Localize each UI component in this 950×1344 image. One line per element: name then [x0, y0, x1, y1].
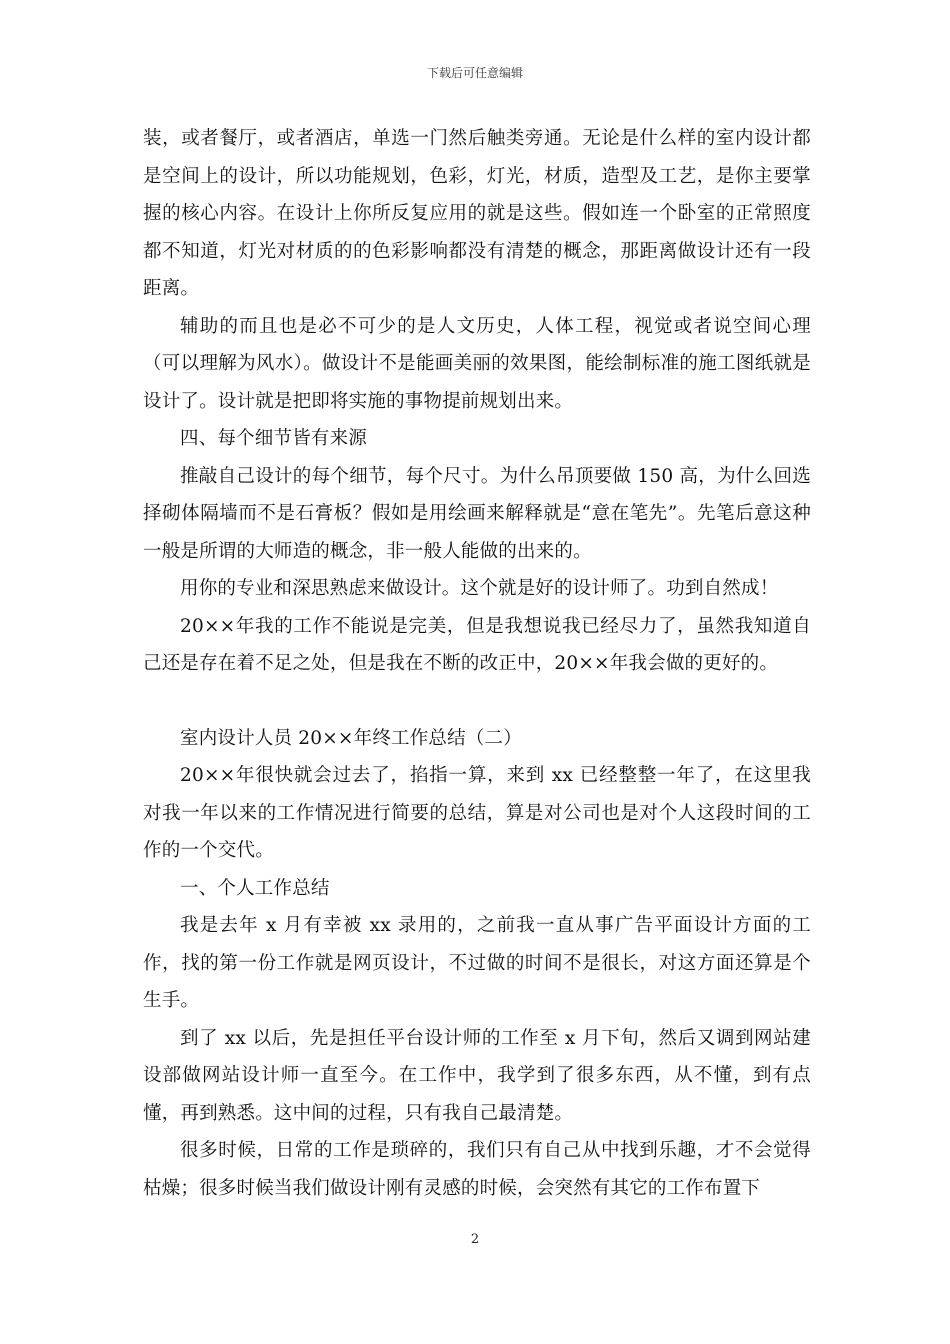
paragraph-details: 推敲自己设计的每个细节，每个尺寸。为什么吊顶要做 150 高，为什么回选择砌体隔墙而不是石膏板？假如是用绘画来解释就是“意在笔先”。先笔后意这种一般是所谓的大师造的概念，非一般人能做的出来的。 — [143, 465, 811, 562]
paragraph-role-history: 到了 xx 以后，先是担任平台设计师的工作至 x 月下旬，然后又调到网站建设部做网站设计师一直至今。在工作中，我学到了很多东西，从不懂，到有点懂，再到熟悉。这中间的过程，只有我自己最清楚。 — [143, 1027, 811, 1124]
section-heading-personal-summary: 一、个人工作总结 — [180, 877, 330, 899]
paragraph-intro: 20××年很快就会过去了，掐指一算，来到 xx 已经整整一年了，在这里我对我一年以来的工作情况进行简要的总结，算是对公司也是对个人这段时间的工作的一个交代。 — [143, 765, 811, 861]
document-body — [143, 120, 811, 1207]
paragraph-background: 我是去年 x 月有幸被 xx 录用的，之前我一直从事广告平面设计方面的工作，找的第一份工作就是网页设计，不过做的时间不是很长，对这方面还算是个生手。 — [143, 915, 811, 1011]
page-number: 2 — [470, 1232, 480, 1247]
paragraph-design-space: 装，或者餐厅，或者酒店，单选一门然后触类旁通。无论是什么样的室内设计都是空间上的设计，所以功能规划，色彩，灯光，材质，造型及工艺，是你主要掌握的核心内容。在设计上你所反复应用的就是这些。假如连一个卧室的正常照度都不知道，灯光对材质的的色彩影响都没有清楚的概念，那距离做设计还有一段距离。 — [143, 128, 811, 299]
header-note: 下载后可任意编辑 — [426, 66, 523, 80]
section-spacer — [143, 683, 811, 720]
document-title-part-two: 室内设计人员 20××年终工作总结（二） — [180, 727, 522, 749]
section-heading-details: 四、每个细节皆有来源 — [180, 428, 368, 449]
paragraph-professionalism: 用你的专业和深思熟虑来做设计。这个就是好的设计师了。功到自然成！ — [180, 578, 779, 599]
paragraph-daily-work: 很多时候，日常的工作是琐碎的，我们只有自己从中找到乐趣，才不会觉得枯燥；很多时候当我们做设计刚有灵感的时候，会突然有其它的工作布置下 — [143, 1140, 811, 1199]
paragraph-auxiliary-knowledge: 辅助的而且也是必不可少的是人文历史，人体工程，视觉或者说空间心理（可以理解为风水）。做设计不是能画美丽的效果图，能绘制标准的施工图纸就是设计了。设计就是把即将实施的事物提前规划出来。 — [143, 315, 811, 412]
paragraph-year-conclusion: 20××年我的工作不能说是完美，但是我想说我已经尽力了，虽然我知道自己还是存在着不足之处，但是我在不断的改正中，20××年我会做的更好的。 — [143, 615, 811, 674]
